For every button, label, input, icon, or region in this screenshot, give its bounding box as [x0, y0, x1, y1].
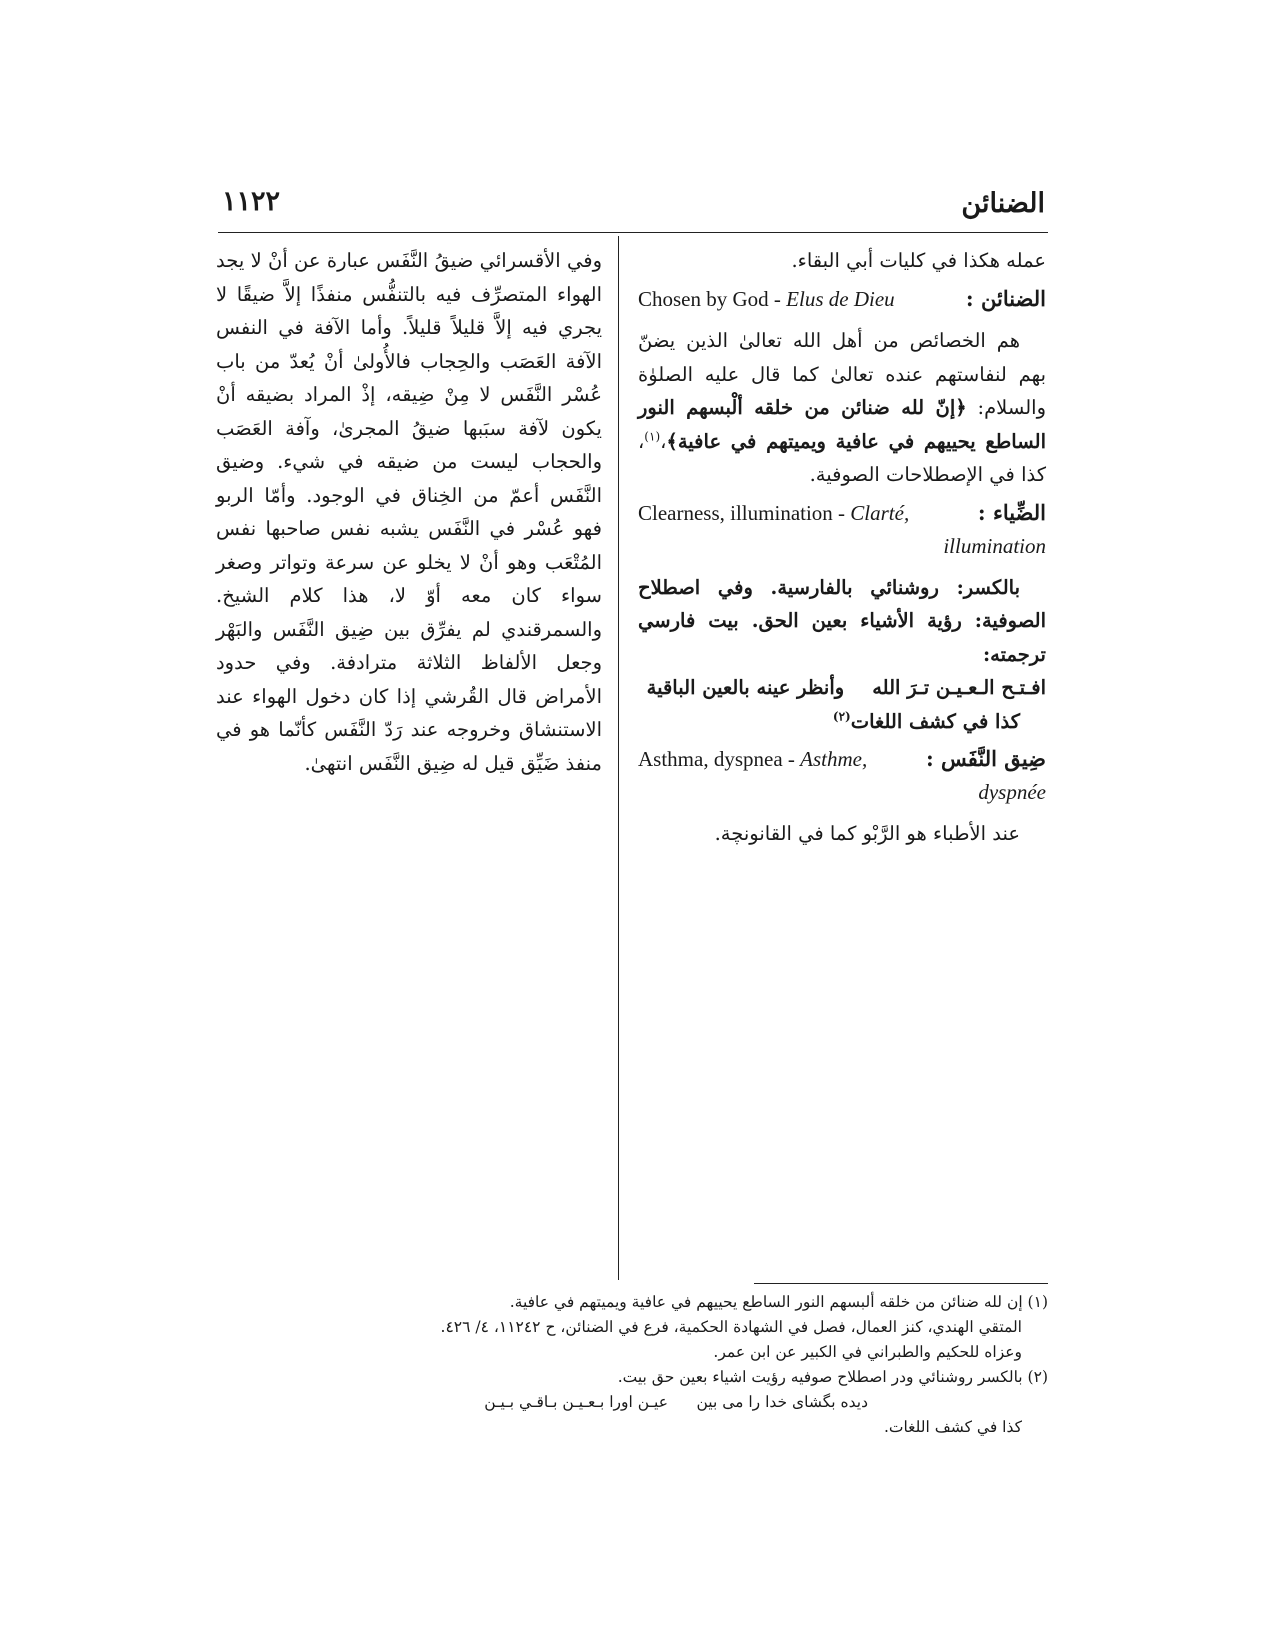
entry-english-gloss	[638, 743, 867, 776]
entry-headword: الضِّياء :	[977, 499, 1046, 525]
intro-line: عمله هكذا في كليات أبي البقاء.	[791, 249, 1046, 272]
left-column	[216, 244, 602, 780]
entry-dhiya-body: بالكسر: روشنائي بالفارسية. وفي اصطلاح الصوفية: رؤية الأشياء بعين الحق. بيت فارسي ترجمته:	[638, 575, 1046, 666]
body-text: هم الخصائص من أهل الله تعالىٰ الذين يضنّ بهم لنفاستهم عنده تعالىٰ كما قال عليه الصلوٰة والسلام:	[638, 329, 1046, 419]
column-divider	[618, 236, 619, 1280]
entry-headword: ضِيق النَّفَس :	[925, 746, 1046, 771]
french-term: Asthme,	[800, 747, 868, 771]
french-term: Elus de Dieu	[786, 286, 895, 311]
footnotes	[240, 1290, 1048, 1440]
french-term: Clarté,	[850, 500, 910, 525]
verse-source	[638, 705, 1046, 739]
english-term: Chosen by God -	[638, 286, 787, 311]
hadith-text: ﴿إنّ لله ضنائن من خلقه ألْبسهم النور الساطع يحييهم في عافية ويميتهم في عافية﴾	[638, 396, 1046, 453]
page-number: ١١٢٢	[222, 186, 281, 217]
source-text: ، كذا في الإصطلاحات الصوفية.	[638, 429, 1046, 486]
entry-dhiq-body: عند الأطباء هو الرَّبْو كما في القانونچة.	[714, 822, 1020, 845]
footnote-1-attribution: وعزاه للحكيم والطبراني في الكبير عن ابن عمر.	[713, 1343, 1022, 1361]
footnote-1-citation: المتقي الهندي، كنز العمال، فصل في الشهادة الحكمية، فرع في الضنائن، ح ١١٢٤٢، ٤/ ٤٢٦.	[440, 1318, 1022, 1336]
french-term-continued: illumination	[943, 533, 1046, 558]
english-term: Clearness, illumination -	[638, 500, 851, 525]
footnote-rule	[754, 1283, 1048, 1284]
verse-source-text: كذا في كشف اللغات	[850, 709, 1020, 733]
header-rule	[218, 232, 1048, 233]
verse-hemistich-2: وأنظر عينه بالعين الباقية	[646, 676, 845, 699]
entry-dhiq-heading	[638, 742, 1046, 809]
footnote-2-verse	[240, 1390, 1048, 1415]
persian-verse-translation	[638, 671, 1046, 705]
left-column-text: وفي الأقسرائي ضيقُ النَّفَس عبارة عن أنْ لا يجد الهواء المتصرِّف فيه بالتنفُّس منفذًا إلاَّ ضيقًا لا يجري فيه إلاَّ قليلاً قليلاً. وأما الآفة في النفس الآفة العَصَب والحِجاب فالأُولىٰ أنْ يُعدّ من باب عُسْر النَّفَس لا مِنْ ضِيقه، إذْ المراد بضيقه أنْ يكون لآفة سبَبها ضيقُ المجرىٰ، وآفة العَصَب والحجاب ليست من ضيقه في شيء. وضيق النَّفَس أعمّ من الخِناق في الوجود. وأمّا الربو فهو عُسْر في النَّفَس يشبه نفس صاحبها نفس المُتْعَب وهو أنْ لا يخلو عن سرعة وتواتر وصغر سواء كان معه أوّ لا، هذا كلام الشيخ. والسمرقندي لم يفرِّق بين ضِيق النَّفَس والبَهْر وجعل الألفاظ الثلاثة مترادفة. وفي حدود الأمراض قال القُرشي إذا كان دخول الهواء عند الاستنشاق وخروجه عند رَدّ النَّفَس كأنّما هو في منفذ ضَيِّق قيل له ضِيق النَّفَس انتهىٰ.	[216, 249, 602, 775]
right-column	[638, 244, 1046, 851]
french-term-continued: dyspnée	[978, 780, 1046, 804]
verse-hemistich-1: افـتـح الـعـيـن تـرَ الله	[872, 676, 1046, 699]
entry-dhanain-heading	[638, 282, 1046, 317]
entry-dhiya-heading	[638, 496, 1046, 563]
running-header-title: الضنائن	[961, 188, 1045, 219]
footnote-verse-hemistich-2: عيـن اورا بـعـيـن بـاقـي بـيـن	[484, 1393, 668, 1411]
footnote-verse-hemistich-1: ديده بگشاى خدا را مى بين	[696, 1393, 868, 1411]
entry-dhanain-body	[638, 324, 1046, 492]
comma: ،	[660, 429, 667, 453]
entry-english-gloss	[638, 497, 909, 530]
entry-headword: الضنائن :	[965, 285, 1046, 311]
footnote-2: (٢) بالكسر روشنائي ودر اصطلاح صوفيه رؤيت اشياء بعين حق بيت.	[617, 1368, 1048, 1386]
footnote-1: (١) إن لله ضنائن من خلقه ألبسهم النور الساطع يحييهم في عافية ويميتهم في عافية.	[509, 1293, 1048, 1311]
footnote-ref: (١)	[644, 429, 661, 443]
footnote-ref: (٢)	[832, 709, 851, 723]
entry-english-gloss	[638, 283, 895, 317]
english-term: Asthma, dyspnea -	[638, 747, 801, 771]
footnote-2-source: كذا في كشف اللغات.	[883, 1418, 1022, 1436]
